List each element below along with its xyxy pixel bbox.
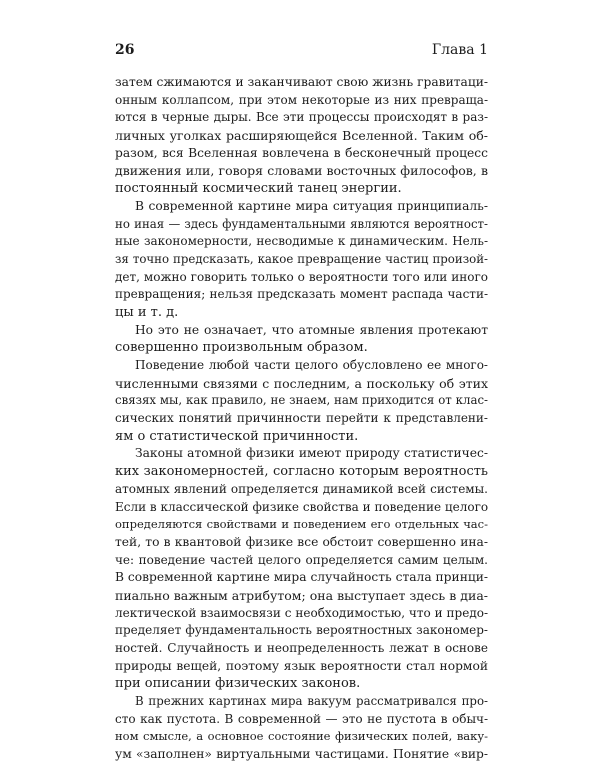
text-line: определяются свойствами и поведением его отдельных час- bbox=[115, 517, 488, 532]
text-line: ном смысле, а основное состояние физических полей, ваку- bbox=[115, 729, 488, 744]
text-line: че: поведение частей целого определяется самим целым. bbox=[115, 552, 488, 567]
text-line: затем сжимаются и заканчивают свою жизнь гравитаци- bbox=[115, 75, 488, 89]
text-line: цы и т. д. bbox=[115, 304, 179, 320]
text-line: природы вещей, поэтому язык вероятности стал нормой bbox=[115, 658, 488, 673]
text-line: сических понятий причинности перейти к представлени- bbox=[115, 411, 488, 426]
body-text bbox=[115, 74, 488, 764]
text-line: численными связями с последним, а поскольку об этих bbox=[115, 375, 488, 391]
text-line: сто как пустота. В современной — это не пустота в обыч- bbox=[115, 711, 488, 726]
text-line: Но это не означает, что атомные явления протекают bbox=[135, 322, 488, 337]
text-line: пиально важным атрибутом; она выступает здесь в диа- bbox=[115, 587, 488, 603]
text-line: В современной картине мира случайность стала принци- bbox=[115, 570, 489, 585]
text-line: ностей. Случайность и неопределенность лежат в основе bbox=[115, 641, 488, 655]
text-line: дет, можно говорить только о вероятности того или иного bbox=[115, 269, 488, 284]
text-line: личных уголках расширяющейся Вселенной. Таким об- bbox=[115, 128, 488, 144]
text-line: при описании физических законов. bbox=[115, 676, 361, 692]
text-line: пределяет фундаментальность вероятностных закономер- bbox=[115, 623, 488, 638]
text-line: лектической взаимосвязи с необходимостью, что и предо- bbox=[115, 605, 488, 620]
text-line: Поведение любой части целого обусловлено ее много- bbox=[135, 358, 488, 372]
text-line: превращения; нельзя предсказать момент распада части- bbox=[115, 287, 488, 302]
text-line: ум «заполнен» виртуальными частицами. Понятие «вир- bbox=[115, 747, 488, 762]
text-line: онным коллапсом, при этом некоторые из них превраща- bbox=[115, 92, 488, 107]
text-line: ются в черные дыры. Все эти процессы происходят в раз- bbox=[115, 110, 488, 125]
text-line: ям о статистической причинности. bbox=[115, 428, 359, 444]
text-line: постоянный космический танец энергии. bbox=[115, 181, 402, 197]
text-line: атомных явлений определяется динамикой всей системы. bbox=[115, 481, 488, 496]
text-line: зя точно предсказать, какое превращение частиц произой- bbox=[115, 251, 488, 266]
text-line: Законы атомной физики имеют природу статистичес- bbox=[135, 446, 488, 461]
text-line: В прежних картинах мира вакуум рассматривался про- bbox=[135, 694, 488, 709]
text-line: ные закономерности, несводимые к динамическим. Нель- bbox=[115, 234, 488, 249]
text-line: связях мы, как правило, не знаем, нам приходится от клас- bbox=[115, 393, 488, 408]
text-line: ких закономерностей, согласно которым вероятность bbox=[115, 464, 488, 480]
running-head bbox=[115, 42, 488, 58]
text-line: совершенно произвольным образом. bbox=[115, 340, 368, 356]
text-line: Если в классической физике свойства и поведение целого bbox=[115, 499, 489, 514]
page-number: 26 bbox=[115, 42, 135, 58]
text-line: но иная — здесь фундаментальными являются вероятност- bbox=[115, 216, 488, 231]
chapter-title: Глава 1 bbox=[431, 42, 488, 58]
text-line: разом, вся Вселенная вовлечена в бесконечный процесс bbox=[115, 145, 488, 160]
text-line: движения или, говоря словами восточных философов, в bbox=[115, 163, 488, 179]
text-line: тей, то в квантовой физике все обстоит совершенно ина- bbox=[115, 534, 488, 549]
text-line: В современной картине мира ситуация принципиаль- bbox=[135, 198, 488, 213]
